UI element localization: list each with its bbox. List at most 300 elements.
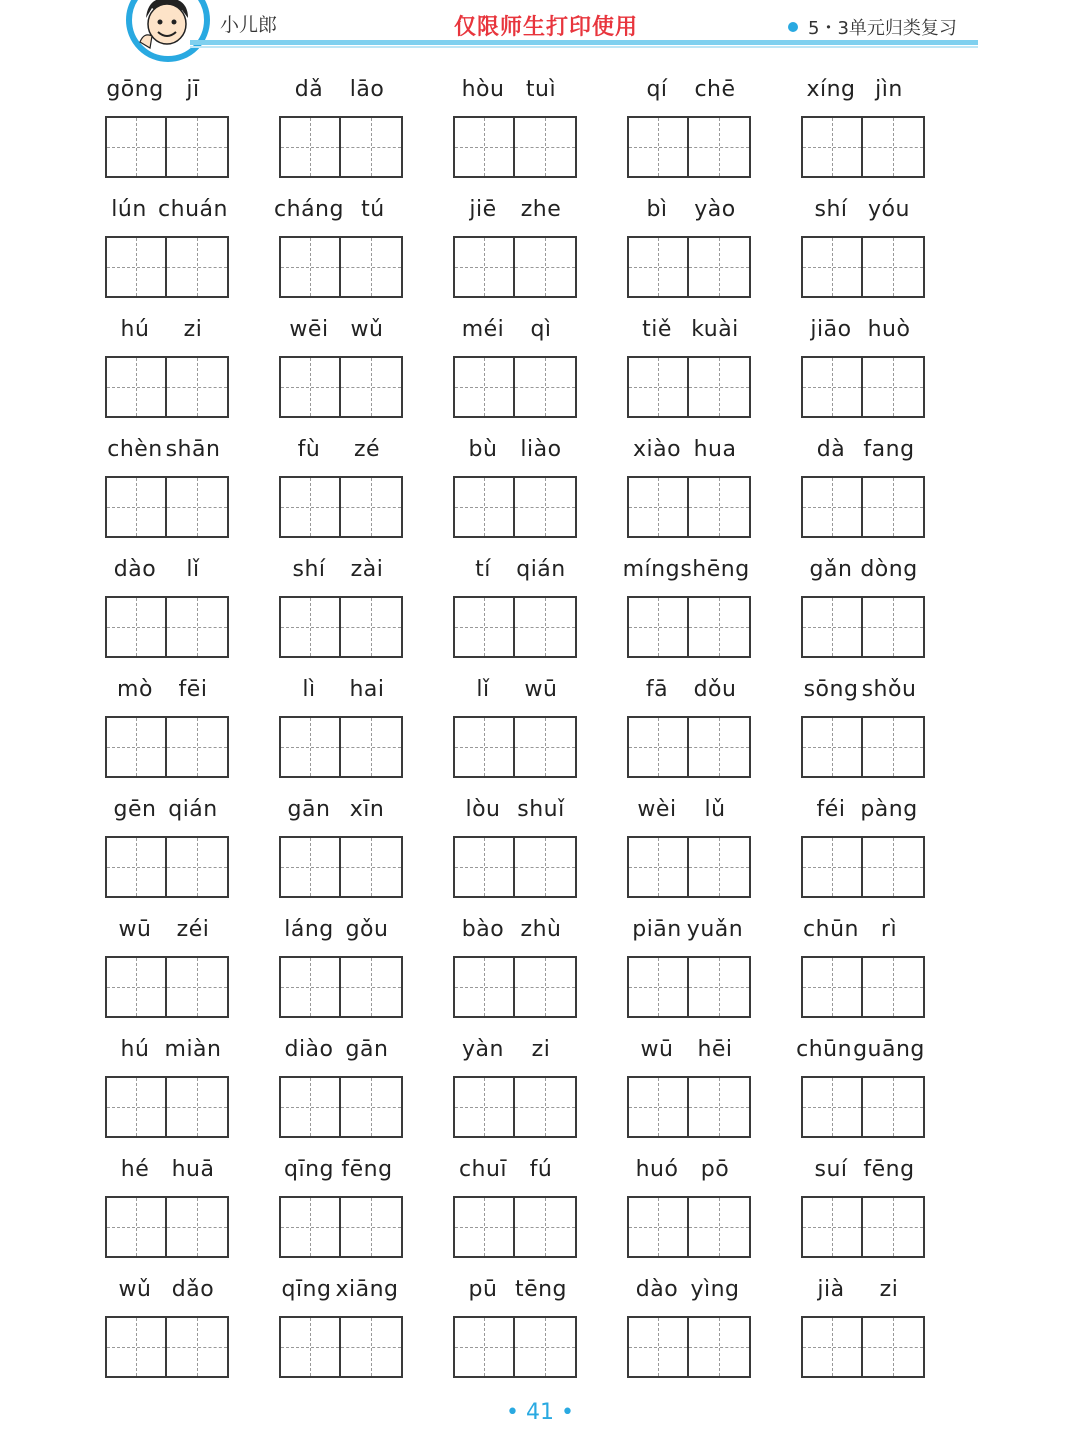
tianzige-writing-box[interactable] [863,1196,925,1258]
word-item [780,792,940,902]
tianzige-writing-box[interactable] [167,116,229,178]
pinyin-syllable: gǒu [345,916,389,942]
word-item [84,1272,244,1382]
character-boxes [801,956,925,1018]
pinyin-syllable: dòng [860,556,918,582]
tianzige-writing-box[interactable] [627,1076,689,1138]
word-item [432,912,592,1022]
tianzige-writing-box[interactable] [801,836,863,898]
tianzige-writing-box[interactable] [453,356,515,418]
tianzige-writing-box[interactable] [167,1076,229,1138]
word-item [258,1272,418,1382]
pinyin-label [606,552,766,586]
tianzige-writing-box[interactable] [515,356,577,418]
character-boxes [453,596,577,658]
tianzige-writing-box[interactable] [105,1316,167,1378]
character-boxes [453,956,577,1018]
pinyin-syllable: sōng [803,676,859,702]
pinyin-syllable: fēi [178,676,208,702]
pinyin-syllable: hai [349,676,385,702]
tianzige-writing-box[interactable] [279,476,341,538]
character-boxes [627,716,751,778]
character-boxes [627,956,751,1018]
pinyin-label [432,552,592,586]
pinyin-label [780,1152,940,1186]
tianzige-writing-box[interactable] [801,356,863,418]
word-item [258,192,418,302]
character-boxes [627,596,751,658]
tianzige-writing-box[interactable] [341,596,403,658]
tianzige-writing-box[interactable] [105,476,167,538]
word-item [606,312,766,422]
tianzige-writing-box[interactable] [167,1196,229,1258]
pinyin-syllable: xíng [806,76,856,102]
tianzige-writing-box[interactable] [341,1196,403,1258]
pinyin-syllable: qì [530,316,552,342]
tianzige-writing-box[interactable] [167,1316,229,1378]
word-item [606,912,766,1022]
word-item [780,672,940,782]
pinyin-label [432,72,592,106]
word-item [780,72,940,182]
tianzige-writing-box[interactable] [689,476,751,538]
pinyin-syllable: shí [292,556,326,582]
word-item [258,912,418,1022]
tianzige-writing-box[interactable] [105,836,167,898]
pinyin-syllable: chèn [107,436,163,462]
tianzige-writing-box[interactable] [105,1076,167,1138]
pinyin-label [84,432,244,466]
word-item [780,432,940,542]
tianzige-writing-box[interactable] [105,716,167,778]
pinyin-syllable: piān [632,916,682,942]
tianzige-writing-box[interactable] [689,1316,751,1378]
pinyin-syllable: dào [635,1276,679,1302]
character-boxes [801,716,925,778]
pinyin-label [84,912,244,946]
tianzige-writing-box[interactable] [863,1076,925,1138]
pinyin-syllable: dǎ [294,76,324,102]
pinyin-syllable: lǐ [186,556,200,582]
character-boxes [279,956,403,1018]
character-boxes [627,476,751,538]
tianzige-writing-box[interactable] [453,836,515,898]
pinyin-syllable: féi [816,796,846,822]
pinyin-label [84,192,244,226]
pinyin-syllable: qīng [284,1156,334,1182]
pinyin-label [432,1032,592,1066]
tianzige-writing-box[interactable] [801,596,863,658]
pinyin-syllable: lòu [465,796,501,822]
pinyin-syllable: wū [640,1036,674,1062]
tianzige-writing-box[interactable] [689,1196,751,1258]
pinyin-syllable: láng [284,916,334,942]
pinyin-syllable: rì [880,916,898,942]
tianzige-writing-box[interactable] [863,476,925,538]
character-boxes [453,476,577,538]
pinyin-syllable: huò [867,316,911,342]
word-item [606,432,766,542]
tianzige-writing-box[interactable] [515,476,577,538]
word-item [84,1152,244,1262]
pinyin-syllable: hēi [697,1036,733,1062]
tianzige-writing-box[interactable] [341,716,403,778]
pinyin-syllable: fēng [341,1156,393,1182]
tianzige-writing-box[interactable] [515,1076,577,1138]
tianzige-writing-box[interactable] [341,956,403,1018]
word-item [606,792,766,902]
pinyin-label [606,192,766,226]
tianzige-writing-box[interactable] [167,236,229,298]
pinyin-label [780,432,940,466]
character-boxes [453,1076,577,1138]
tianzige-writing-box[interactable] [627,596,689,658]
tianzige-writing-box[interactable] [801,716,863,778]
word-item [780,1272,940,1382]
tianzige-writing-box[interactable] [341,1076,403,1138]
word-item [780,552,940,662]
character-boxes [279,1316,403,1378]
tianzige-writing-box[interactable] [279,596,341,658]
pinyin-label [84,72,244,106]
character-boxes [627,1196,751,1258]
pinyin-syllable: qián [168,796,218,822]
pinyin-syllable: bì [646,196,668,222]
tianzige-writing-box[interactable] [515,116,577,178]
character-boxes [453,836,577,898]
tianzige-writing-box[interactable] [689,356,751,418]
character-boxes [801,836,925,898]
pinyin-syllable: suí [814,1156,848,1182]
pinyin-label [258,1152,418,1186]
word-item [432,432,592,542]
word-item [432,672,592,782]
pinyin-syllable: hòu [461,76,505,102]
tianzige-writing-box[interactable] [627,356,689,418]
pinyin-syllable: lāo [349,76,385,102]
tianzige-writing-box[interactable] [453,116,515,178]
word-item [780,1032,940,1142]
character-boxes [453,716,577,778]
tianzige-writing-box[interactable] [863,1316,925,1378]
pinyin-syllable: bào [461,916,505,942]
pinyin-syllable: liào [520,436,562,462]
character-boxes [801,1196,925,1258]
pinyin-syllable: yào [694,196,736,222]
tianzige-writing-box[interactable] [863,356,925,418]
pinyin-label [258,1272,418,1306]
pinyin-syllable: shí [814,196,848,222]
pinyin-label [432,312,592,346]
tianzige-writing-box[interactable] [801,956,863,1018]
character-boxes [105,836,229,898]
pinyin-syllable: chē [694,76,736,102]
tianzige-writing-box[interactable] [453,596,515,658]
word-item [432,72,592,182]
character-boxes [627,1316,751,1378]
pinyin-syllable: wū [524,676,558,702]
tianzige-writing-box[interactable] [341,1316,403,1378]
word-item [780,1152,940,1262]
tianzige-writing-box[interactable] [279,1196,341,1258]
word-item [258,1152,418,1262]
tianzige-writing-box[interactable] [453,716,515,778]
word-item [432,792,592,902]
pinyin-syllable: dà [816,436,846,462]
word-item [84,792,244,902]
word-item [258,552,418,662]
pinyin-syllable: hú [120,1036,150,1062]
tianzige-writing-box[interactable] [863,236,925,298]
pinyin-syllable: zi [879,1276,899,1302]
tianzige-writing-box[interactable] [341,836,403,898]
pinyin-syllable: pàng [860,796,918,822]
word-item [84,432,244,542]
character-boxes [105,956,229,1018]
tianzige-writing-box[interactable] [689,836,751,898]
pinyin-label [606,672,766,706]
word-item [258,432,418,542]
pinyin-label [780,672,940,706]
pinyin-syllable: chūn [803,916,859,942]
pinyin-syllable: jiāo [810,316,852,342]
tianzige-writing-box[interactable] [167,596,229,658]
pinyin-syllable: jià [817,1276,845,1302]
tianzige-writing-box[interactable] [515,1196,577,1258]
pinyin-label [258,552,418,586]
pinyin-syllable: hé [120,1156,150,1182]
word-item [432,1272,592,1382]
word-item [84,672,244,782]
character-boxes [105,1076,229,1138]
pinyin-syllable: cháng [274,196,344,222]
pinyin-syllable: shǒu [861,676,917,702]
word-item [258,792,418,902]
tianzige-writing-box[interactable] [105,236,167,298]
tianzige-writing-box[interactable] [279,716,341,778]
pinyin-syllable: qí [646,76,668,102]
tianzige-writing-box[interactable] [801,1076,863,1138]
tianzige-writing-box[interactable] [627,1196,689,1258]
tianzige-writing-box[interactable] [279,236,341,298]
character-boxes [279,356,403,418]
word-item [606,1152,766,1262]
tianzige-writing-box[interactable] [167,836,229,898]
tianzige-writing-box[interactable] [105,956,167,1018]
tianzige-writing-box[interactable] [453,1316,515,1378]
pinyin-syllable: tuì [525,76,557,102]
word-item [432,312,592,422]
pinyin-syllable: dǎo [171,1276,215,1302]
pinyin-syllable: chuī [458,1156,508,1182]
tianzige-writing-box[interactable] [801,1196,863,1258]
tianzige-writing-box[interactable] [279,116,341,178]
tianzige-writing-box[interactable] [689,716,751,778]
pinyin-syllable: guāng [853,1036,925,1062]
pinyin-label [432,1152,592,1186]
pinyin-syllable: huó [635,1156,679,1182]
pinyin-label [84,312,244,346]
tianzige-writing-box[interactable] [341,356,403,418]
pinyin-syllable: dào [113,556,157,582]
pinyin-syllable: zi [531,1036,551,1062]
character-boxes [627,836,751,898]
character-boxes [279,596,403,658]
pinyin-syllable: hú [120,316,150,342]
pinyin-label [606,1032,766,1066]
tianzige-writing-box[interactable] [279,1076,341,1138]
word-item [606,1032,766,1142]
pinyin-syllable: méi [461,316,505,342]
tianzige-writing-box[interactable] [801,1316,863,1378]
tianzige-writing-box[interactable] [105,596,167,658]
tianzige-writing-box[interactable] [689,116,751,178]
tianzige-writing-box[interactable] [689,596,751,658]
pinyin-syllable: míng [622,556,681,582]
pinyin-syllable: yàn [462,1036,504,1062]
tianzige-writing-box[interactable] [341,116,403,178]
character-boxes [105,596,229,658]
character-boxes [801,596,925,658]
pinyin-syllable: zhe [520,196,562,222]
word-item [780,312,940,422]
pinyin-syllable: yóu [868,196,910,222]
tianzige-writing-box[interactable] [627,476,689,538]
tianzige-writing-box[interactable] [627,836,689,898]
tianzige-writing-box[interactable] [453,956,515,1018]
tianzige-writing-box[interactable] [863,116,925,178]
tianzige-writing-box[interactable] [167,956,229,1018]
tianzige-writing-box[interactable] [801,116,863,178]
tianzige-writing-box[interactable] [105,1196,167,1258]
tianzige-writing-box[interactable] [341,236,403,298]
character-boxes [801,116,925,178]
pinyin-label [780,1032,940,1066]
print-notice: 仅限师生打印使用 [454,15,639,40]
character-boxes [627,116,751,178]
tianzige-writing-box[interactable] [863,836,925,898]
tianzige-writing-box[interactable] [863,596,925,658]
pinyin-label [432,192,592,226]
tianzige-writing-box[interactable] [515,236,577,298]
character-boxes [105,1196,229,1258]
pinyin-label [258,912,418,946]
pinyin-syllable: tí [475,556,491,582]
tianzige-writing-box[interactable] [627,716,689,778]
pinyin-syllable: shēng [680,556,750,582]
tianzige-writing-box[interactable] [627,116,689,178]
pinyin-label [606,72,766,106]
word-item [606,552,766,662]
tianzige-writing-box[interactable] [453,1076,515,1138]
character-boxes [627,1076,751,1138]
pinyin-syllable: jiē [469,196,497,222]
pinyin-syllable: gān [345,1036,389,1062]
tianzige-writing-box[interactable] [863,716,925,778]
character-boxes [453,236,577,298]
tianzige-writing-box[interactable] [515,596,577,658]
pinyin-label [432,1272,592,1306]
tianzige-writing-box[interactable] [167,716,229,778]
pinyin-label [84,1152,244,1186]
pinyin-syllable: gǎn [809,556,853,582]
character-boxes [279,716,403,778]
word-item [606,72,766,182]
tianzige-writing-box[interactable] [453,236,515,298]
tianzige-writing-box[interactable] [167,356,229,418]
pinyin-syllable: miàn [164,1036,222,1062]
tianzige-writing-box[interactable] [279,1316,341,1378]
word-item [258,72,418,182]
character-boxes [801,356,925,418]
tianzige-writing-box[interactable] [627,236,689,298]
tianzige-writing-box[interactable] [105,356,167,418]
tianzige-writing-box[interactable] [627,1316,689,1378]
tianzige-writing-box[interactable] [279,956,341,1018]
pinyin-syllable: wǔ [118,1276,152,1302]
pinyin-syllable: pū [468,1276,498,1302]
pinyin-label [780,312,940,346]
word-item [84,912,244,1022]
tianzige-writing-box[interactable] [515,956,577,1018]
word-item [606,1272,766,1382]
pinyin-label [84,552,244,586]
character-boxes [453,356,577,418]
pinyin-syllable: chūn [796,1036,853,1062]
pinyin-syllable: tiě [642,316,672,342]
pinyin-syllable: jìn [875,76,903,102]
character-boxes [105,356,229,418]
pinyin-syllable: tú [361,196,385,222]
tianzige-writing-box[interactable] [863,956,925,1018]
tianzige-writing-box[interactable] [453,476,515,538]
pinyin-label [258,432,418,466]
character-boxes [279,236,403,298]
pinyin-syllable: zài [350,556,384,582]
tianzige-writing-box[interactable] [167,476,229,538]
tianzige-writing-box[interactable] [627,956,689,1018]
tianzige-writing-box[interactable] [341,476,403,538]
pinyin-label [84,1032,244,1066]
pinyin-syllable: gān [287,796,331,822]
character-boxes [105,116,229,178]
tianzige-writing-box[interactable] [515,1316,577,1378]
tianzige-writing-box[interactable] [279,836,341,898]
pinyin-syllable: yuǎn [686,916,744,942]
tianzige-writing-box[interactable] [689,236,751,298]
pinyin-label [84,1272,244,1306]
pinyin-syllable: lǐ [476,676,490,702]
tianzige-writing-box[interactable] [801,476,863,538]
pinyin-syllable: gēn [113,796,157,822]
character-boxes [627,236,751,298]
tianzige-writing-box[interactable] [801,236,863,298]
pinyin-label [780,192,940,226]
pinyin-syllable: fú [529,1156,553,1182]
pinyin-syllable: jī [186,76,200,102]
tianzige-writing-box[interactable] [105,116,167,178]
pinyin-label [780,1272,940,1306]
pinyin-syllable: zi [183,316,203,342]
tianzige-writing-box[interactable] [279,356,341,418]
tianzige-writing-box[interactable] [515,836,577,898]
tianzige-writing-box[interactable] [689,1076,751,1138]
tianzige-writing-box[interactable] [515,716,577,778]
tianzige-writing-box[interactable] [689,956,751,1018]
tianzige-writing-box[interactable] [453,1196,515,1258]
character-boxes [279,116,403,178]
pinyin-syllable: huā [171,1156,215,1182]
